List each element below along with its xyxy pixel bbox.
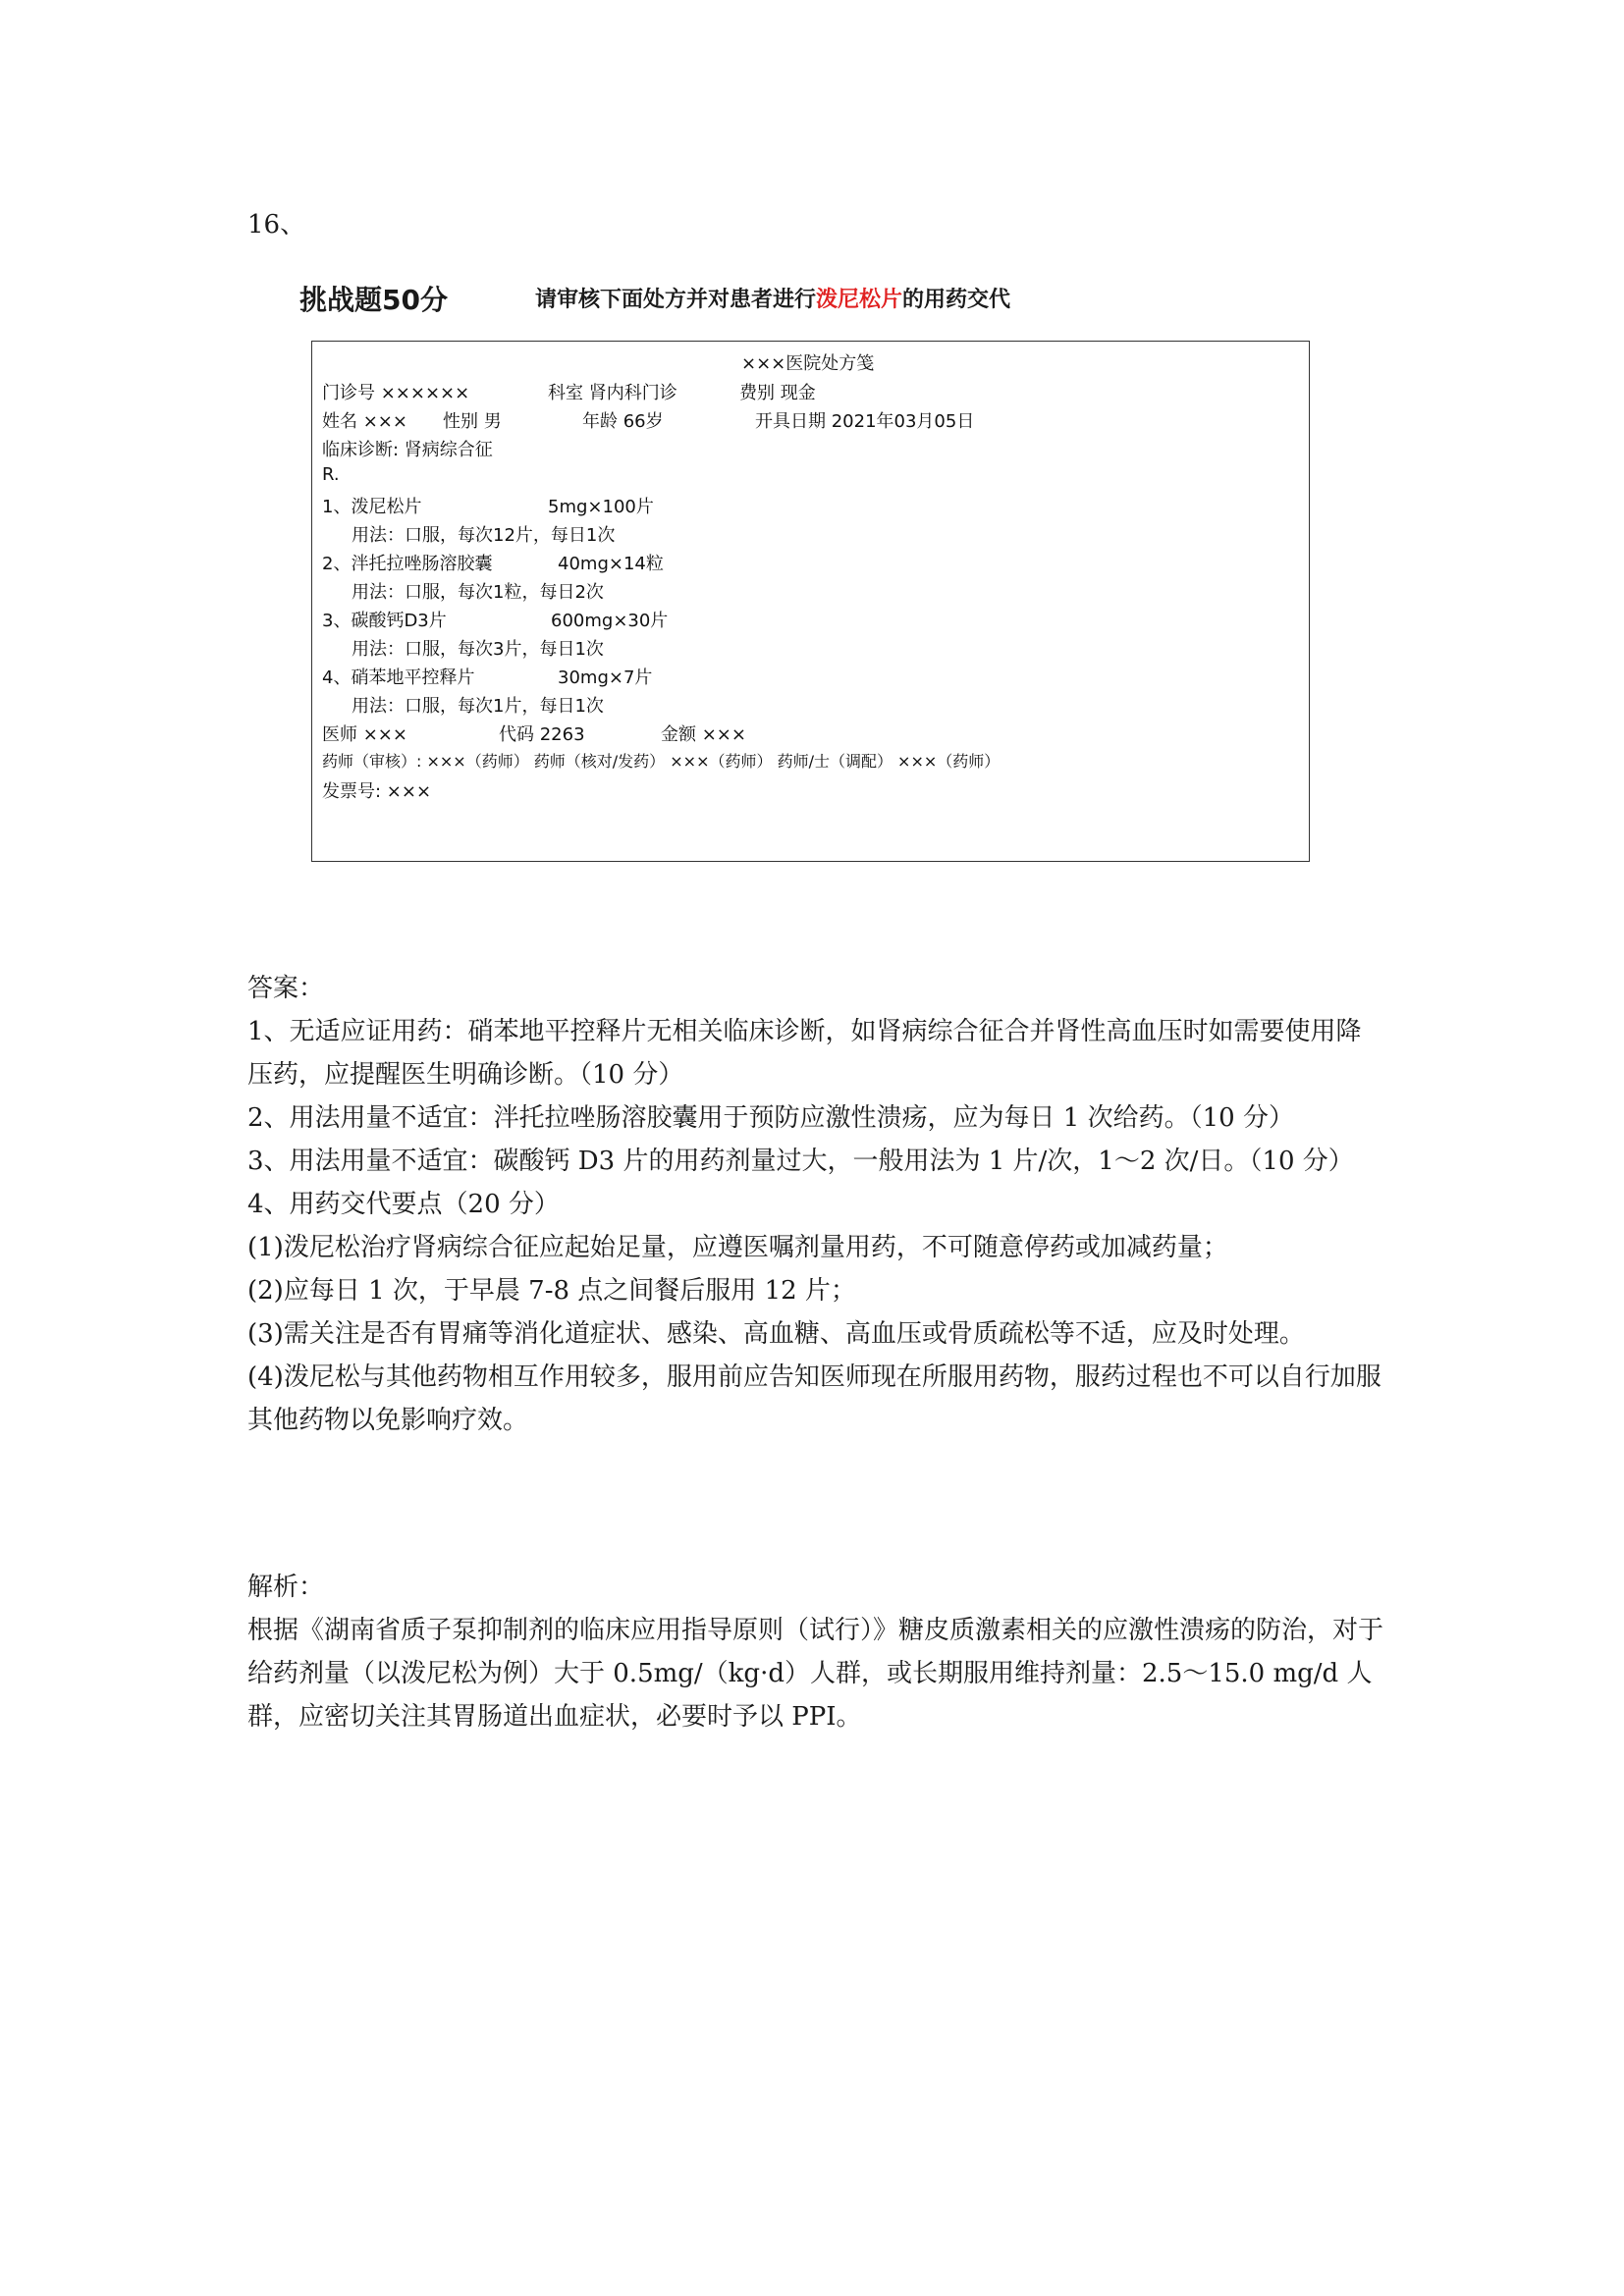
answer-section	[247, 967, 1386, 1442]
doctor: 医师 ×××	[322, 724, 407, 745]
answer-item-3: 3、用法用量不适宜：碳酸钙 D3 片的用药剂量过大，一般用法为 1 片/次，1～2 次/日。（10 分）	[247, 1147, 1354, 1176]
analysis-heading: 解析：	[247, 1573, 325, 1602]
rp-mark: R.	[322, 464, 340, 485]
challenge-title: 挑战题50分	[299, 284, 448, 316]
doctor-code: 代码 2263	[499, 724, 585, 745]
drug-1-usage: 用法：口服，每次12片，每日1次	[352, 525, 616, 546]
drug-name: 3、碳酸钙D3片	[322, 611, 447, 631]
fee-type: 费别 现金	[739, 383, 816, 403]
patient-name: 姓名 ×××	[322, 411, 407, 432]
question-number: 16、	[247, 210, 306, 240]
task-before: 请审核下面处方并对患者进行	[535, 288, 817, 312]
answer-item-2: 2、用法用量不适宜：泮托拉唑肠溶胶囊用于预防应激性溃疡，应为每日 1 次给药。（10 分）	[247, 1103, 1294, 1133]
drug-spec: 30mg×7片	[558, 667, 653, 688]
answer-point-3: (3)需关注是否有胃痛等消化道症状、感染、高血糖、高血压或骨质疏松等不适，应及时处理。	[247, 1319, 1305, 1349]
answer-heading: 答案：	[247, 974, 325, 1003]
prescription-title: ×××医院处方笺	[741, 353, 875, 374]
diagnosis: 临床诊断: 肾病综合征	[322, 440, 493, 460]
amount: 金额 ×××	[661, 724, 746, 745]
drug-2-usage: 用法：口服，每次1粒，每日2次	[352, 582, 604, 603]
department: 科室 肾内科门诊	[548, 383, 677, 403]
drug-name: 2、泮托拉唑肠溶胶囊	[322, 554, 493, 574]
analysis-text: 根据《湖南省质子泵抑制剂的临床应用指导原则（试行）》糖皮质激素相关的应激性溃疡的防治，对于给药剂量（以泼尼松为例）大于 0.5mg/（kg·d）人群，或长期服用维持剂量：2.5～15.0 mg/d 人群，应密切关注其胃肠道出血症状，必要时予以 PPI。	[247, 1616, 1384, 1732]
drug-4-usage: 用法：口服，每次1片，每日1次	[352, 696, 604, 717]
invoice-no: 发票号: ×××	[322, 781, 432, 802]
patient-age: 年龄 66岁	[582, 411, 664, 432]
drug-3-usage: 用法：口服，每次3片，每日1次	[352, 639, 604, 660]
answer-point-4: (4)泼尼松与其他药物相互作用较多，服用前应告知医师现在所服用药物，服药过程也不可以自行加服其他药物以免影响疗效。	[247, 1362, 1381, 1435]
answer-point-1: (1)泼尼松治疗肾病综合征应起始足量，应遵医嘱剂量用药，不可随意停药或加减药量；	[247, 1233, 1228, 1262]
issue-date: 开具日期 2021年03月05日	[755, 411, 975, 432]
drug-name: 1、泼尼松片	[322, 497, 422, 517]
answer-point-2: (2)应每日 1 次，于早晨 7-8 点之间餐后服用 12 片；	[247, 1276, 856, 1306]
drug-spec: 5mg×100片	[548, 497, 654, 517]
answer-item-1: 1、无适应证用药：硝苯地平控释片无相关临床诊断，如肾病综合征合并肾性高血压时如需要使用降压药，应提醒医生明确诊断。（10 分）	[247, 1017, 1362, 1090]
drug-spec: 40mg×14粒	[558, 554, 664, 574]
prescription-form	[311, 341, 1310, 862]
patient-sex: 性别 男	[443, 411, 502, 432]
analysis-section	[247, 1566, 1386, 1738]
drug-name: 4、硝苯地平控释片	[322, 667, 475, 688]
drug-spec: 600mg×30片	[551, 611, 669, 631]
challenge-task	[535, 283, 1010, 313]
challenge-header	[299, 279, 1380, 318]
clinic-no: 门诊号 ××××××	[322, 383, 470, 403]
answer-item-4: 4、用药交代要点（20 分）	[247, 1190, 560, 1219]
task-highlight: 泼尼松片	[816, 288, 903, 312]
task-after: 的用药交代	[902, 288, 1011, 312]
pharmacists: 药师（审核）: ×××（药师） 药师（核对/发药） ×××（药师） 药师/士（调配） ×××（药师）	[322, 752, 1001, 771]
